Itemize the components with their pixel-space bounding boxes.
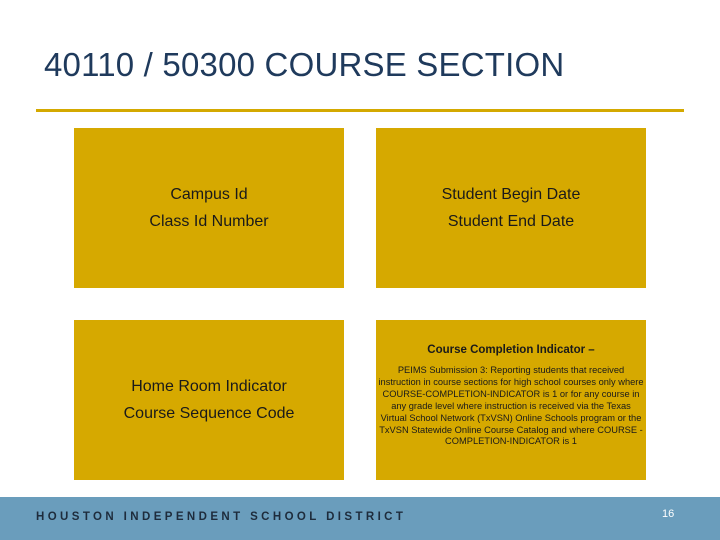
slide-title: 40110 / 50300 COURSE SECTION — [44, 46, 565, 83]
tile-course-completion — [376, 320, 646, 480]
footer-bar — [0, 497, 720, 540]
tile-homeroom-sequence — [74, 320, 344, 480]
tile-campus-class — [74, 128, 344, 288]
course-completion-description: PEIMS Submission 3: Reporting students that received instruction in course sections for high school courses only where COURSE-COMPLETION-INDICATOR is 1 or for any course in any grade level where instruction is received via the Texas Virtual School Network (TxVSN) Online Schools program or the TxVSN Statewide Online Course Catalog and where COURSE -COMPLETION-INDICATOR is 1 — [378, 365, 644, 447]
page-number: 16 — [662, 508, 675, 520]
tile-student-dates — [376, 128, 646, 288]
course-completion-heading: Course Completion Indicator – — [427, 344, 595, 356]
campus-id-label: Campus Id — [170, 186, 248, 203]
student-begin-date-label: Student Begin Date — [441, 186, 581, 203]
class-id-number-label: Class Id Number — [149, 213, 269, 230]
home-room-indicator-label: Home Room Indicator — [131, 378, 287, 395]
course-sequence-code-label: Course Sequence Code — [123, 405, 295, 422]
title-divider — [36, 109, 684, 112]
district-name: HOUSTON INDEPENDENT SCHOOL DISTRICT — [36, 511, 407, 523]
student-end-date-label: Student End Date — [447, 213, 575, 230]
